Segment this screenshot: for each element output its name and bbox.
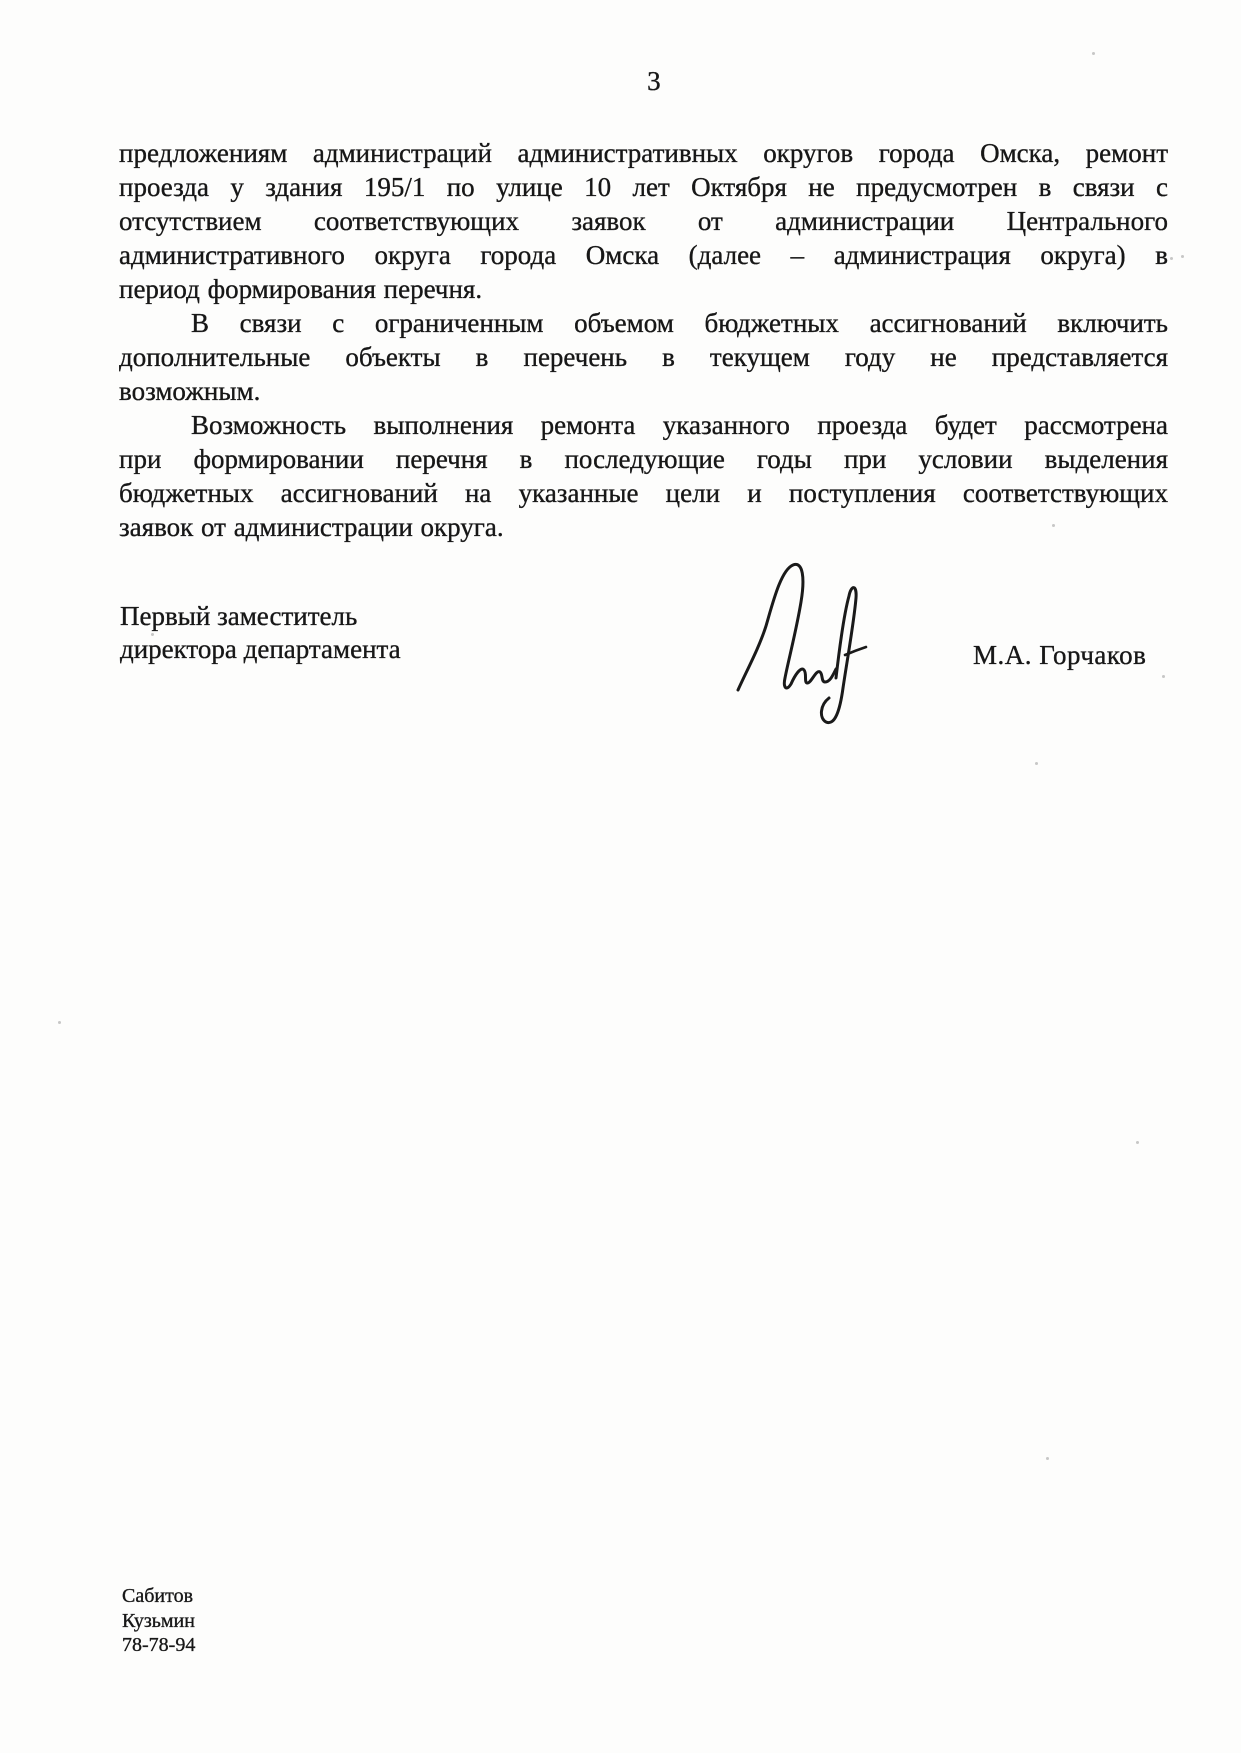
signer-position-line2: директора департамента <box>120 634 401 664</box>
text-line: отсутствием соответствующих заявок от администрации Центрального <box>119 206 1168 236</box>
scan-speck <box>58 1021 61 1024</box>
handwritten-signature <box>733 556 873 736</box>
scan-speck <box>1092 52 1095 55</box>
document-body <box>119 136 1168 544</box>
signer-name: М.А. Горчаков <box>973 640 1147 670</box>
text-line: Возможность выполнения ремонта указанного проезда будет рассмотрена <box>191 410 1168 440</box>
executor-name: Кузьмин <box>122 1609 195 1632</box>
text-line: проезда у здания 195/1 по улице 10 лет Октября не предусмотрен в связи с <box>119 172 1168 202</box>
page-number: 3 <box>647 66 661 96</box>
text-line: бюджетных ассигнований на указанные цели и поступления соответствующих <box>119 478 1168 508</box>
executor-footer <box>122 1584 195 1658</box>
paragraph-2 <box>119 306 1168 408</box>
text-line: дополнительные объекты в перечень в текущем году не представляется <box>119 342 1168 372</box>
scan-speck <box>1046 1457 1049 1460</box>
scan-speck <box>1181 255 1184 258</box>
scan-speck <box>1162 675 1165 678</box>
text-line: возможным. <box>119 376 261 406</box>
text-line: административного округа города Омска (далее – администрация округа) в <box>119 240 1168 270</box>
scan-speck <box>151 633 154 636</box>
text-line: период формирования перечня. <box>119 274 483 304</box>
text-line: В связи с ограниченным объемом бюджетных ассигнований включить <box>191 308 1168 338</box>
signer-position-line1: Первый заместитель <box>120 601 358 631</box>
paragraph-1 <box>119 136 1168 306</box>
scan-speck <box>1170 257 1173 260</box>
scan-speck <box>1035 762 1038 765</box>
executor-name: Сабитов <box>122 1585 194 1607</box>
scan-speck <box>1136 1141 1139 1144</box>
text-line: заявок от администрации округа. <box>119 512 504 542</box>
text-line: предложениям администраций административных округов города Омска, ремонт <box>119 138 1168 168</box>
paragraph-3 <box>119 408 1168 544</box>
text-line: при формировании перечня в последующие годы при условии выделения <box>119 444 1168 474</box>
scan-speck <box>1052 524 1055 527</box>
signer-position <box>120 600 401 666</box>
executor-phone: 78-78-94 <box>122 1634 196 1656</box>
